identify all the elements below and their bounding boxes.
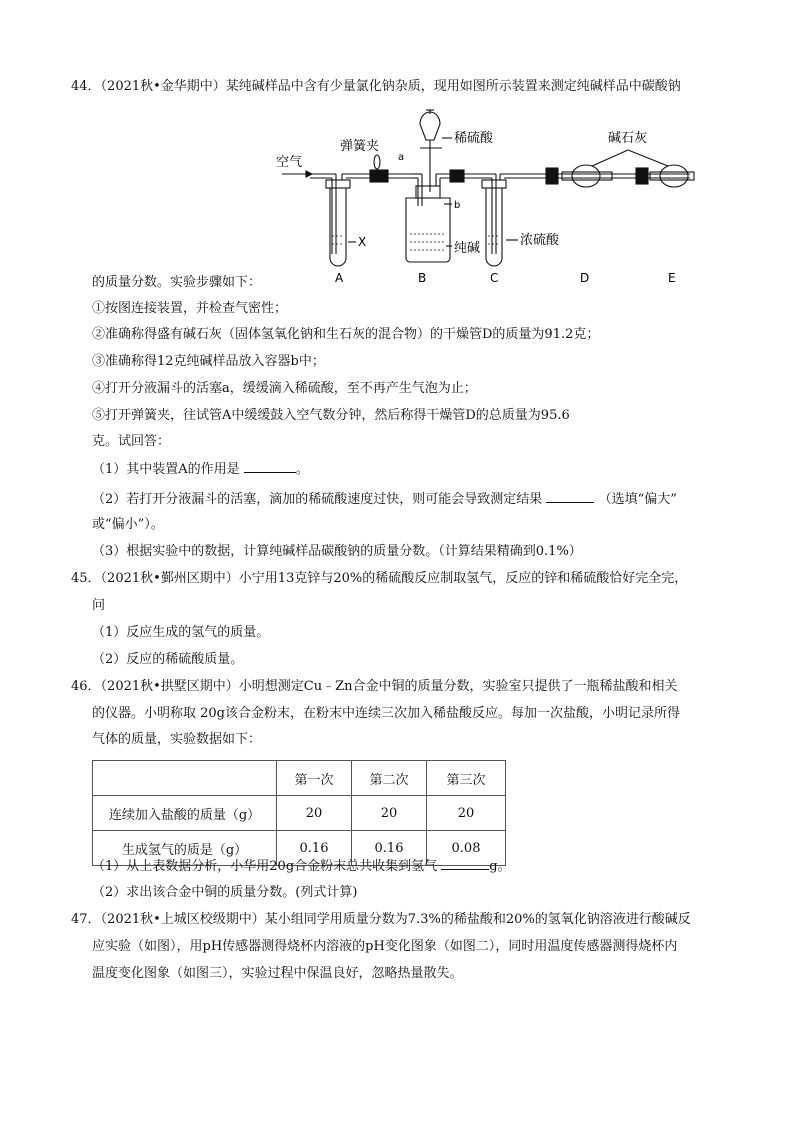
table-header-row <box>93 761 506 796</box>
q46-sub-2: （2）求出该合金中铜的质量分数。(列式计算) <box>92 885 358 900</box>
table-cell: 0.16 <box>352 831 427 866</box>
table-header-cell: 第三次 <box>427 761 506 796</box>
q47-line-3: 温度变化图象（如图三），实验过程中保温良好，忽略热量散失。 <box>92 966 463 981</box>
q46-line-2: 的仪器。小明称取 20g该合金粉末，在粉末中连续三次加入稀盐酸反应。每加一次盐酸，小明记录所得 <box>92 706 680 721</box>
label-valve-a: a <box>398 152 405 163</box>
table-header-cell: 第一次 <box>277 761 352 796</box>
table-cell: 0.16 <box>277 831 352 866</box>
answer-blank-1[interactable] <box>244 460 296 473</box>
label-container-b: b <box>454 200 461 211</box>
label-conc-acid: 浓硫酸 <box>520 233 560 248</box>
q44-sub-1: （1）其中装置A的作用是 。 <box>92 462 309 477</box>
q44-cont: 的质量分数。实验步骤如下： <box>92 275 262 290</box>
q44-sub-2: （2）若打开分液漏斗的活塞，滴加的稀硫酸速度过快，则可能会导致测定结果 （选填“偏大” <box>92 492 677 507</box>
table-cell: 20 <box>277 796 352 831</box>
data-table <box>92 760 506 866</box>
q44-sub-3: （3）根据实验中的数据，计算纯碱样品碳酸钠的质量分数。（计算结果精确到0.1%） <box>92 544 582 559</box>
q44-step-5: ⑤打开弹簧夹，往试管A中缓缓鼓入空气数分钟，然后称得干燥管D的总质量为95.6 <box>92 408 570 423</box>
table-header-cell: 第二次 <box>352 761 427 796</box>
label-x: X <box>358 235 367 249</box>
q45-sub-2: （2）反应的稀硫酸质量。 <box>92 652 244 667</box>
table-cell: 0.08 <box>427 831 506 866</box>
q44-intro: 44．（2021秋•金华期中）某纯碱样品中含有少量氯化钠杂质，现用如图所示装置来测定纯碱样品中碳酸钠 <box>71 79 681 94</box>
label-soda-lime: 碱石灰 <box>608 131 648 146</box>
label-apparatus-d: D <box>580 271 590 285</box>
table-cell: 连续加入盐酸的质量（g） <box>93 796 277 831</box>
table-cell: 生成氢气的质是（g） <box>93 831 277 866</box>
label-soda: 纯碱 <box>454 241 481 256</box>
q44-step-2: ②准确称得盛有碱石灰（固体氢氧化钠和生石灰的混合物）的干燥管D的质量为91.2克； <box>92 327 600 342</box>
q45-sub-1: （1）反应生成的氢气的质量。 <box>92 625 270 640</box>
label-clip: 弹簧夹 <box>340 139 380 154</box>
q45-line-1: 45．（2021秋•鄞州区期中）小宁用13克锌与20%的稀硫酸反应制取氢气，反应的锌和稀硫酸恰好完全完， <box>71 571 688 586</box>
q44-sub-2-cont: 或“偏小”）。 <box>92 517 164 532</box>
q44-step-1: ①按图连接装置，并检查气密性； <box>92 301 288 316</box>
q47-line-1: 47．（2021秋•上城区校级期中）某小组同学用质量分数为7.3%的稀盐酸和20%的氢氧化钠溶液进行酸碱反 <box>71 912 691 927</box>
label-apparatus-b: B <box>418 271 427 285</box>
q44-step-4: ④打开分液漏斗的活塞a，缓缓滴入稀硫酸，至不再产生气泡为止； <box>92 381 477 396</box>
table-cell: 20 <box>352 796 427 831</box>
q45-line-2: 问 <box>92 598 106 613</box>
answer-blank-2[interactable] <box>546 490 594 503</box>
label-apparatus-c: C <box>490 271 499 285</box>
label-air: 空气 <box>276 155 303 170</box>
label-acid: 稀硫酸 <box>454 131 494 146</box>
label-apparatus-e: E <box>668 271 676 285</box>
q44-step-3: ③准确称得12克纯碱样品放入容器b中； <box>92 354 325 369</box>
label-apparatus-a: A <box>335 271 344 285</box>
q46-line-3: 气体的质量，实验数据如下： <box>92 732 262 747</box>
q46-line-1: 46．（2021秋•拱墅区期中）小明想测定Cu﹣Zn合金中铜的质量分数，实验室只提供了一瓶稀盐酸和相关 <box>71 679 678 694</box>
table-row <box>93 796 506 831</box>
q46-sub-1: （1）从上表数据分析，小华用20g合金粉末总共收集到氢气 g。 <box>92 859 511 874</box>
q47-line-2: 应实验（如图），用pH传感器测得烧杯内溶液的pH变化图象（如图二），同时用温度传感器测得烧杯内 <box>92 939 678 954</box>
answer-blank-3[interactable] <box>441 857 489 870</box>
table-cell: 20 <box>427 796 506 831</box>
table-header-cell <box>93 761 277 796</box>
apparatus-figure <box>270 106 710 286</box>
q44-step-5-cont: 克。试回答： <box>92 434 171 449</box>
